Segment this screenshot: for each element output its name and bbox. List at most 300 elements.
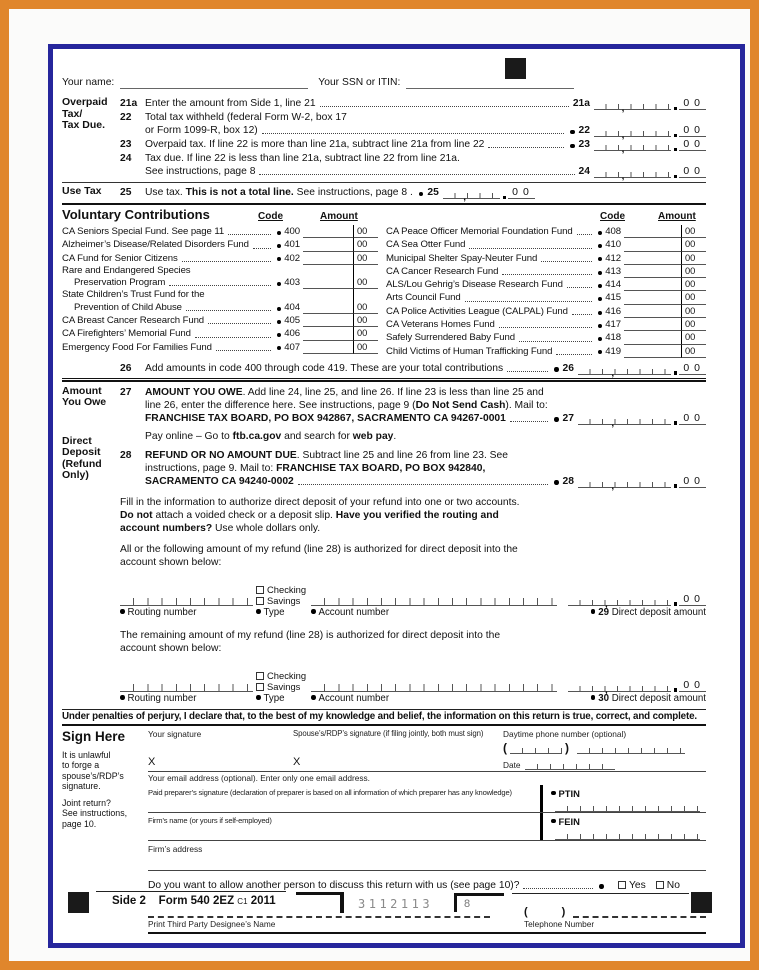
fund-name: Alzheimer’s Disease/Related Disorders Fund [62, 239, 249, 251]
bullet-icon [277, 282, 281, 286]
contribution-amount-input[interactable] [303, 288, 353, 289]
contribution-amount-input[interactable] [303, 237, 353, 238]
dollars-entry-line[interactable] [443, 192, 500, 203]
yes-checkbox-icon[interactable] [618, 881, 626, 889]
bullet-icon [256, 695, 261, 700]
fund-name: Child Victims of Human Trafficking Fund [386, 345, 553, 357]
dot-leader [556, 354, 592, 355]
fund-code: 404 [284, 301, 300, 313]
side-label: Side 2 [112, 895, 146, 907]
dot-leader [499, 327, 593, 328]
voluntary-fund-row-403 [62, 265, 378, 290]
voluntary-fund-row-408 [386, 225, 706, 238]
bullet-icon [598, 271, 602, 275]
preprinted-cents: 00 [679, 98, 706, 110]
contribution-amount-input[interactable] [303, 264, 353, 265]
bullet-icon [554, 367, 559, 372]
dot-leader [186, 310, 271, 311]
section-voluntary-contributions [62, 207, 706, 379]
dot-leader [169, 285, 271, 286]
code-header-left: Code [258, 211, 283, 222]
form-page [48, 44, 745, 948]
checking-checkbox-icon[interactable] [256, 672, 264, 680]
fund-name: Municipal Shelter Spay-Neuter Fund [386, 252, 538, 264]
preprinted-cents: 00 [681, 252, 706, 265]
fund-code: 414 [605, 279, 621, 291]
ssn-input[interactable] [406, 77, 574, 89]
thousands-comma: , [621, 103, 625, 114]
bullet-icon [598, 284, 602, 288]
bullet-icon [120, 609, 125, 614]
preprinted-cents: 00 [679, 594, 706, 606]
preprinted-cents: 00 [679, 476, 706, 488]
decimal-point [674, 134, 678, 138]
phone-number-input[interactable] [577, 746, 685, 754]
direct-deposit-section-label: Direct Deposit (Refund Only) [62, 434, 102, 482]
bullet-icon [277, 257, 281, 261]
daytime-phone-label: Daytime phone number (optional) [503, 728, 627, 739]
refund-authorization-text-1: All or the following amount of my refund (line 28) is authorized for direct deposit into the account shown below: [120, 543, 518, 568]
dollars-entry-line[interactable] [594, 144, 671, 155]
contribution-amount-input[interactable] [303, 353, 353, 354]
fund-name: Preservation Program [74, 277, 166, 289]
firm-address-label: Firm’s address [148, 843, 203, 854]
bullet-icon [551, 791, 556, 796]
bullet-icon [277, 307, 281, 311]
amount-field-25[interactable] [443, 186, 535, 203]
dot-leader [182, 261, 272, 262]
line-21a: 21a Enter the amount from Side 1, line 21 21a , 00 [120, 97, 705, 114]
bullet-icon [277, 231, 281, 235]
your-signature-x[interactable]: X [148, 755, 156, 768]
bullet-icon [277, 244, 281, 248]
preprinted-cents: 00 [679, 363, 706, 375]
thousands-comma: , [605, 684, 608, 696]
dot-leader [572, 314, 592, 315]
thousands-comma: , [463, 192, 467, 203]
owe-section-label: Amount You Owe [62, 384, 107, 409]
fund-name: Arts Council Fund [386, 292, 461, 304]
bullet-icon [277, 320, 281, 324]
voluntary-fund-row-415 [386, 291, 706, 304]
bullet-icon [598, 297, 602, 301]
dot-leader [469, 248, 592, 249]
preprinted-cents: 00 [353, 289, 378, 314]
contribution-amount-input[interactable] [624, 357, 681, 358]
dollars-entry-line[interactable] [578, 417, 671, 429]
form-number: Form 540 2EZ [158, 895, 235, 907]
decimal-point [674, 688, 678, 692]
contribution-amount-input[interactable] [303, 313, 353, 314]
spouse-signature-label: Spouse’s/RDP’s signature (if filing jointly, both must sign) [293, 728, 484, 738]
dot-leader [253, 248, 271, 249]
dot-leader [541, 261, 592, 262]
divider [62, 182, 706, 183]
fund-code: 417 [605, 319, 621, 331]
section-amount-you-owe [62, 386, 706, 705]
decimal-point [674, 148, 678, 152]
direct-deposit-account-1 [120, 583, 706, 610]
fund-code: 407 [284, 341, 300, 353]
your-name-input[interactable] [120, 77, 308, 89]
preprinted-cents: 00 [508, 187, 535, 199]
fund-name: CA Firefighters’ Memorial Fund [62, 328, 191, 340]
contribution-amount-input[interactable] [303, 326, 353, 327]
ptin-label: PTIN [558, 787, 580, 799]
preprinted-cents: 00 [353, 252, 378, 265]
forgery-note: It is unlawful to forge a spouse’s/RDP’s signature. [62, 749, 124, 792]
dot-leader [510, 421, 548, 422]
form-footer [62, 891, 714, 917]
dollars-entry-line[interactable] [578, 367, 671, 379]
contribution-amount-input[interactable] [303, 251, 353, 252]
amount-field-23[interactable] [594, 138, 706, 155]
contribution-amount-input[interactable] [624, 304, 681, 305]
preprinted-cents: 00 [679, 166, 706, 178]
decimal-point [674, 107, 678, 111]
bullet-icon [256, 609, 261, 614]
fund-name: CA Cancer Research Fund [386, 265, 499, 277]
amount-header-left: Amount [320, 211, 358, 222]
amount-field-22[interactable] [594, 124, 706, 141]
fund-name: Safely Surrendered Baby Fund [386, 332, 515, 344]
bullet-icon [554, 480, 559, 485]
preprinted-cents: 00 [353, 238, 378, 251]
savings-checkbox-icon[interactable] [256, 597, 264, 605]
form-revision: C1 [237, 897, 248, 906]
fund-name: CA Sea Otter Fund [386, 239, 466, 251]
scanline-code: 3112113 [358, 897, 434, 911]
fund-code: 406 [284, 328, 300, 340]
thousands-comma: , [621, 171, 625, 182]
voluntary-fund-row-402 [62, 252, 378, 265]
print-control-box: 8 [454, 893, 504, 912]
voluntary-fund-row-406 [62, 327, 378, 340]
amount-field-26[interactable] [578, 361, 706, 379]
bullet-icon [120, 695, 125, 700]
dot-leader [567, 287, 592, 288]
voluntary-fund-row-404 [62, 289, 378, 314]
amount-header-right: Amount [658, 211, 696, 222]
line-26: 26 Add amounts in code 400 through code 419. These are your total contributions 26 , 00 [120, 361, 705, 379]
divider [148, 932, 706, 934]
voluntary-title: Voluntary Contributions [62, 207, 210, 222]
date-input[interactable] [525, 762, 615, 770]
form-id [96, 891, 286, 907]
fein-label: FEIN [558, 815, 580, 827]
contribution-amount-input[interactable] [624, 277, 681, 278]
checking-option-2[interactable]: Checking [256, 670, 311, 681]
dollars-entry-line[interactable] [568, 598, 671, 610]
preparer-signature-label: Paid preparer’s signature (declaration of preparer is based on all information of which preparer has any knowledge) [148, 787, 512, 797]
dollars-entry-line[interactable] [568, 684, 671, 696]
direct-deposit-instructions: Fill in the information to authorize direct deposit of your refund into one or two accounts. Do not attach a voided check or a deposit slip. Have you verified the routing and account numbers? Use whole dollars only. [120, 496, 520, 534]
checking-checkbox-icon[interactable] [256, 586, 264, 594]
amount-field-30[interactable] [568, 678, 706, 696]
dot-leader [259, 174, 574, 175]
line-28: 28 REFUND OR NO AMOUNT DUE. Subtract line 25 and line 26 from line 23. See instructions, page 9. Mail to: FRANCHISE TAX BOARD, PO BOX 942840, SACRAMENTO CA 94240-0002 28 , 00 [120, 449, 705, 492]
fund-code: 402 [284, 252, 300, 264]
bullet-icon [570, 130, 575, 135]
dollars-entry-line[interactable] [594, 130, 671, 141]
voluntary-fund-row-412 [386, 252, 706, 265]
thousands-comma: , [611, 417, 615, 429]
bullet-icon [599, 884, 604, 889]
divider [62, 203, 706, 205]
bullet-icon [598, 324, 602, 328]
dot-leader [519, 341, 592, 342]
dot-leader [507, 371, 548, 372]
decimal-point [674, 371, 678, 375]
bullet-icon [277, 333, 281, 337]
amount-field-28[interactable] [578, 474, 706, 492]
voluntary-fund-row-401 [62, 238, 378, 251]
direct-deposit-labels-1: Routing number Type Account number 29 Direct deposit amount [120, 607, 706, 619]
amount-field-24[interactable] [594, 165, 706, 182]
dot-leader [320, 106, 569, 107]
dot-leader [488, 147, 564, 148]
voluntary-fund-row-413 [386, 265, 706, 278]
firm-address-row [148, 841, 706, 871]
section-overpaid-tax [62, 96, 706, 182]
preprinted-cents: 00 [681, 331, 706, 344]
fund-code: 405 [284, 315, 300, 327]
fund-name: Rare and Endangered Species [62, 264, 191, 276]
amount-field-29[interactable] [568, 592, 706, 610]
bullet-icon [277, 346, 281, 350]
contribution-amount-input[interactable] [624, 237, 681, 238]
decimal-point [674, 175, 678, 179]
routing-number-input-2[interactable] [120, 682, 253, 692]
fund-name: CA Veterans Homes Fund [386, 319, 495, 331]
preprinted-cents: 00 [681, 238, 706, 251]
voluntary-fund-row-405 [62, 314, 378, 327]
bullet-icon [554, 417, 559, 422]
preparer-signature-input[interactable] [148, 798, 540, 810]
refund-authorization-text-2: The remaining amount of my refund (line 28) is authorized for direct deposit into the account shown below: [120, 629, 501, 654]
dot-leader [298, 484, 548, 485]
thousands-comma: , [611, 367, 615, 379]
fund-name: CA Fund for Senior Citizens [62, 252, 178, 264]
discuss-no-option[interactable]: No [656, 879, 680, 892]
spouse-signature-x[interactable]: X [293, 755, 301, 768]
dollars-entry-line[interactable] [578, 480, 671, 492]
fund-name: Prevention of Child Abuse [74, 301, 182, 313]
use-tax-section-label: Use Tax [62, 185, 102, 197]
phone-area-code-input[interactable] [510, 746, 562, 754]
line-23: 23 Overpaid tax. If line 22 is more than line 21a, subtract line 21a from line 22 23 , 00 [120, 138, 705, 155]
contribution-amount-input[interactable] [624, 344, 681, 345]
perjury-statement: Under penalties of perjury, I declare that, to the best of my knowledge and belief, the information on this return is true, correct, and complete. [62, 709, 706, 726]
fund-code: 416 [605, 305, 621, 317]
fund-code: 415 [605, 292, 621, 304]
dollars-entry-line[interactable] [594, 171, 671, 182]
fund-name: CA Peace Officer Memorial Foundation Fund [386, 226, 573, 237]
dot-leader [208, 323, 271, 324]
direct-deposit-account-2 [120, 669, 706, 696]
bullet-icon [311, 695, 316, 700]
fund-name: CA Seniors Special Fund. See page 11 [62, 226, 225, 237]
bullet-icon [419, 192, 424, 197]
contribution-amount-input[interactable] [624, 330, 681, 331]
dot-leader [465, 301, 593, 302]
dollars-entry-line[interactable] [594, 103, 671, 114]
footer-line [512, 893, 689, 894]
firm-name-input[interactable] [148, 826, 540, 837]
voluntary-fund-row-407 [62, 341, 378, 354]
dot-leader [228, 234, 271, 235]
fund-code: 400 [284, 226, 300, 237]
fund-code: 403 [284, 277, 300, 289]
preprinted-cents: 00 [353, 314, 378, 327]
preprinted-cents: 00 [353, 327, 378, 340]
voluntary-fund-row-416 [386, 305, 706, 318]
voluntary-fund-row-419 [386, 345, 706, 358]
firm-name-row [148, 813, 706, 841]
bullet-icon [570, 144, 575, 149]
contribution-amount-input[interactable] [303, 340, 353, 341]
line-24: 24 Tax due. If line 22 is less than line 21a, subtract line 22 from line 21a. See instructions, page 8 24 , 00 [120, 153, 705, 182]
voluntary-fund-row-410 [386, 238, 706, 251]
preprinted-cents: 00 [353, 341, 378, 354]
ptin-input[interactable] [555, 804, 700, 812]
voluntary-fund-row-417 [386, 318, 706, 331]
form-year: 2011 [250, 895, 276, 907]
preparer-signature-row [148, 785, 706, 813]
your-name-label: Your name: [62, 77, 115, 88]
pay-online-note: Pay online – Go to ftb.ca.gov and search for web pay. [145, 430, 397, 442]
preprinted-cents: 00 [353, 265, 378, 290]
preprinted-cents: 00 [679, 139, 706, 151]
discuss-question: Do you want to allow another person to discuss this return with us (see page 10)? [148, 879, 520, 891]
voluntary-left-column [62, 225, 378, 358]
joint-return-note: Joint return? See instructions, page 10. [62, 797, 128, 829]
fund-name: State Children’s Trust Fund for the [62, 289, 205, 301]
bullet-icon [311, 609, 316, 614]
double-divider [62, 378, 706, 382]
contribution-amount-input[interactable] [624, 317, 681, 318]
amount-field-21a[interactable] [594, 97, 706, 114]
preprinted-cents: 00 [681, 225, 706, 238]
no-checkbox-icon[interactable] [656, 881, 664, 889]
bullet-icon [598, 231, 602, 235]
preprinted-cents: 00 [679, 413, 706, 425]
dot-leader [502, 274, 592, 275]
date-label: Date [503, 759, 521, 770]
preprinted-cents: 00 [681, 345, 706, 358]
bullet-icon [598, 337, 602, 341]
voluntary-right-column [386, 225, 706, 358]
preprinted-cents: 00 [679, 680, 706, 692]
email-label: Your email address (optional). Enter only one email address. [148, 772, 370, 783]
sign-here-label: Sign Here [62, 728, 126, 744]
bullet-icon [598, 244, 602, 248]
thousands-comma: , [611, 480, 615, 492]
preprinted-cents: 00 [681, 291, 706, 304]
decimal-point [674, 602, 678, 606]
direct-deposit-labels-2: Routing number Type Account number 30 Direct deposit amount [120, 693, 706, 705]
preprinted-cents: 00 [679, 125, 706, 137]
bullet-icon [591, 695, 596, 700]
form-header [62, 76, 706, 89]
fund-name: CA Police Activities League (CALPAL) Fund [386, 305, 568, 317]
bullet-icon [598, 257, 602, 261]
dot-leader [262, 133, 564, 134]
line-25: 25 Use tax. This is not a total line. See instructions, page 8 . 25 , 00 [120, 186, 534, 203]
voluntary-fund-row-414 [386, 278, 706, 291]
dot-leader [195, 337, 271, 338]
fund-code: 412 [605, 252, 621, 264]
preprinted-cents: 00 [353, 225, 378, 238]
registration-mark-bottom-right [691, 892, 712, 913]
fund-code: 413 [605, 265, 621, 277]
bullet-icon [598, 311, 602, 315]
savings-checkbox-icon[interactable] [256, 683, 264, 691]
fund-code: 401 [284, 239, 300, 251]
thousands-comma: , [621, 144, 625, 155]
dot-leader [577, 234, 593, 235]
line-27: 27 AMOUNT YOU OWE. Add line 24, line 25, and line 26. If line 23 is less than line 25 and line 26, enter the difference here. See instructions, page 9 (Do Not Send Cash). Mail to: FRANCHISE TAX BOARD, PO BOX 942867, SACRAMENTO CA 94267-0001 27 , 00 [120, 386, 705, 429]
your-signature-label: Your signature [148, 728, 202, 739]
account-number-input-1[interactable] [311, 596, 557, 606]
preprinted-cents: 00 [681, 318, 706, 331]
ssn-label: Your SSN or ITIN: [318, 77, 401, 88]
section-sign-here: Sign Here It is unlawful to forge a spouse’s/RDP’s signature. Joint return? See instructions, page 10. Your signature X Spouse’s/RDP’s signature (if filing jointly, both must sign) X Daytime phone number (optional) ( ) Date Your email address (optional). Enter only one email address. Paid preparer’s signature (declaration of preparer is based on all information of which preparer has any knowledge) PTIN Firm’s name (or yours if self-employed) FEIN Firm’s address Do you want to allow another person to discuss this return with us (see page 10)? Yes No ( ) Print Third Party Designee’s Name Telephone Number [62, 729, 706, 934]
contribution-amount-input[interactable] [624, 290, 681, 291]
contribution-amount-input[interactable] [624, 264, 681, 265]
corner-bracket-mark [296, 892, 344, 913]
registration-mark-bottom-left [68, 892, 89, 913]
voluntary-fund-row-400 [62, 225, 378, 238]
fund-code: 419 [605, 345, 621, 357]
fund-name: CA Breast Cancer Research Fund [62, 315, 205, 327]
designee-name-label: Print Third Party Designee’s Name [148, 918, 276, 929]
bullet-icon [551, 819, 556, 824]
preprinted-cents: 00 [681, 305, 706, 318]
telephone-number-label: Telephone Number [524, 918, 595, 929]
contribution-amount-input[interactable] [624, 251, 681, 252]
thousands-comma: , [605, 598, 608, 610]
bullet-icon [591, 609, 596, 614]
decimal-point [674, 421, 678, 425]
dot-leader [216, 350, 271, 351]
decimal-point [674, 484, 678, 488]
fund-name: ALS/Lou Gehrig’s Disease Research Fund [386, 279, 563, 291]
amount-field-27[interactable] [578, 411, 706, 429]
decimal-point [503, 196, 507, 200]
firm-name-label: Firm’s name (or yours if self-employed) [148, 815, 272, 825]
routing-number-input-1[interactable] [120, 596, 253, 606]
dot-leader [523, 888, 593, 889]
fein-input[interactable] [555, 832, 700, 840]
account-number-input-2[interactable] [311, 682, 557, 692]
bullet-icon [598, 350, 602, 354]
fund-name: Emergency Food For Families Fund [62, 341, 212, 353]
fund-code: 408 [605, 226, 621, 237]
savings-option-1[interactable]: Savings [256, 595, 311, 606]
code-header-right: Code [600, 211, 625, 222]
preprinted-cents: 00 [681, 265, 706, 278]
thousands-comma: , [621, 130, 625, 141]
checking-option-1[interactable]: Checking [256, 584, 311, 595]
voluntary-fund-row-418 [386, 331, 706, 344]
fund-code: 418 [605, 332, 621, 344]
fund-code: 410 [605, 239, 621, 251]
overpaid-section-label: Overpaid Tax/ Tax Due. [62, 96, 108, 131]
discuss-yes-option[interactable]: Yes [618, 879, 646, 892]
savings-option-2[interactable]: Savings [256, 681, 311, 692]
preprinted-cents: 00 [681, 278, 706, 291]
